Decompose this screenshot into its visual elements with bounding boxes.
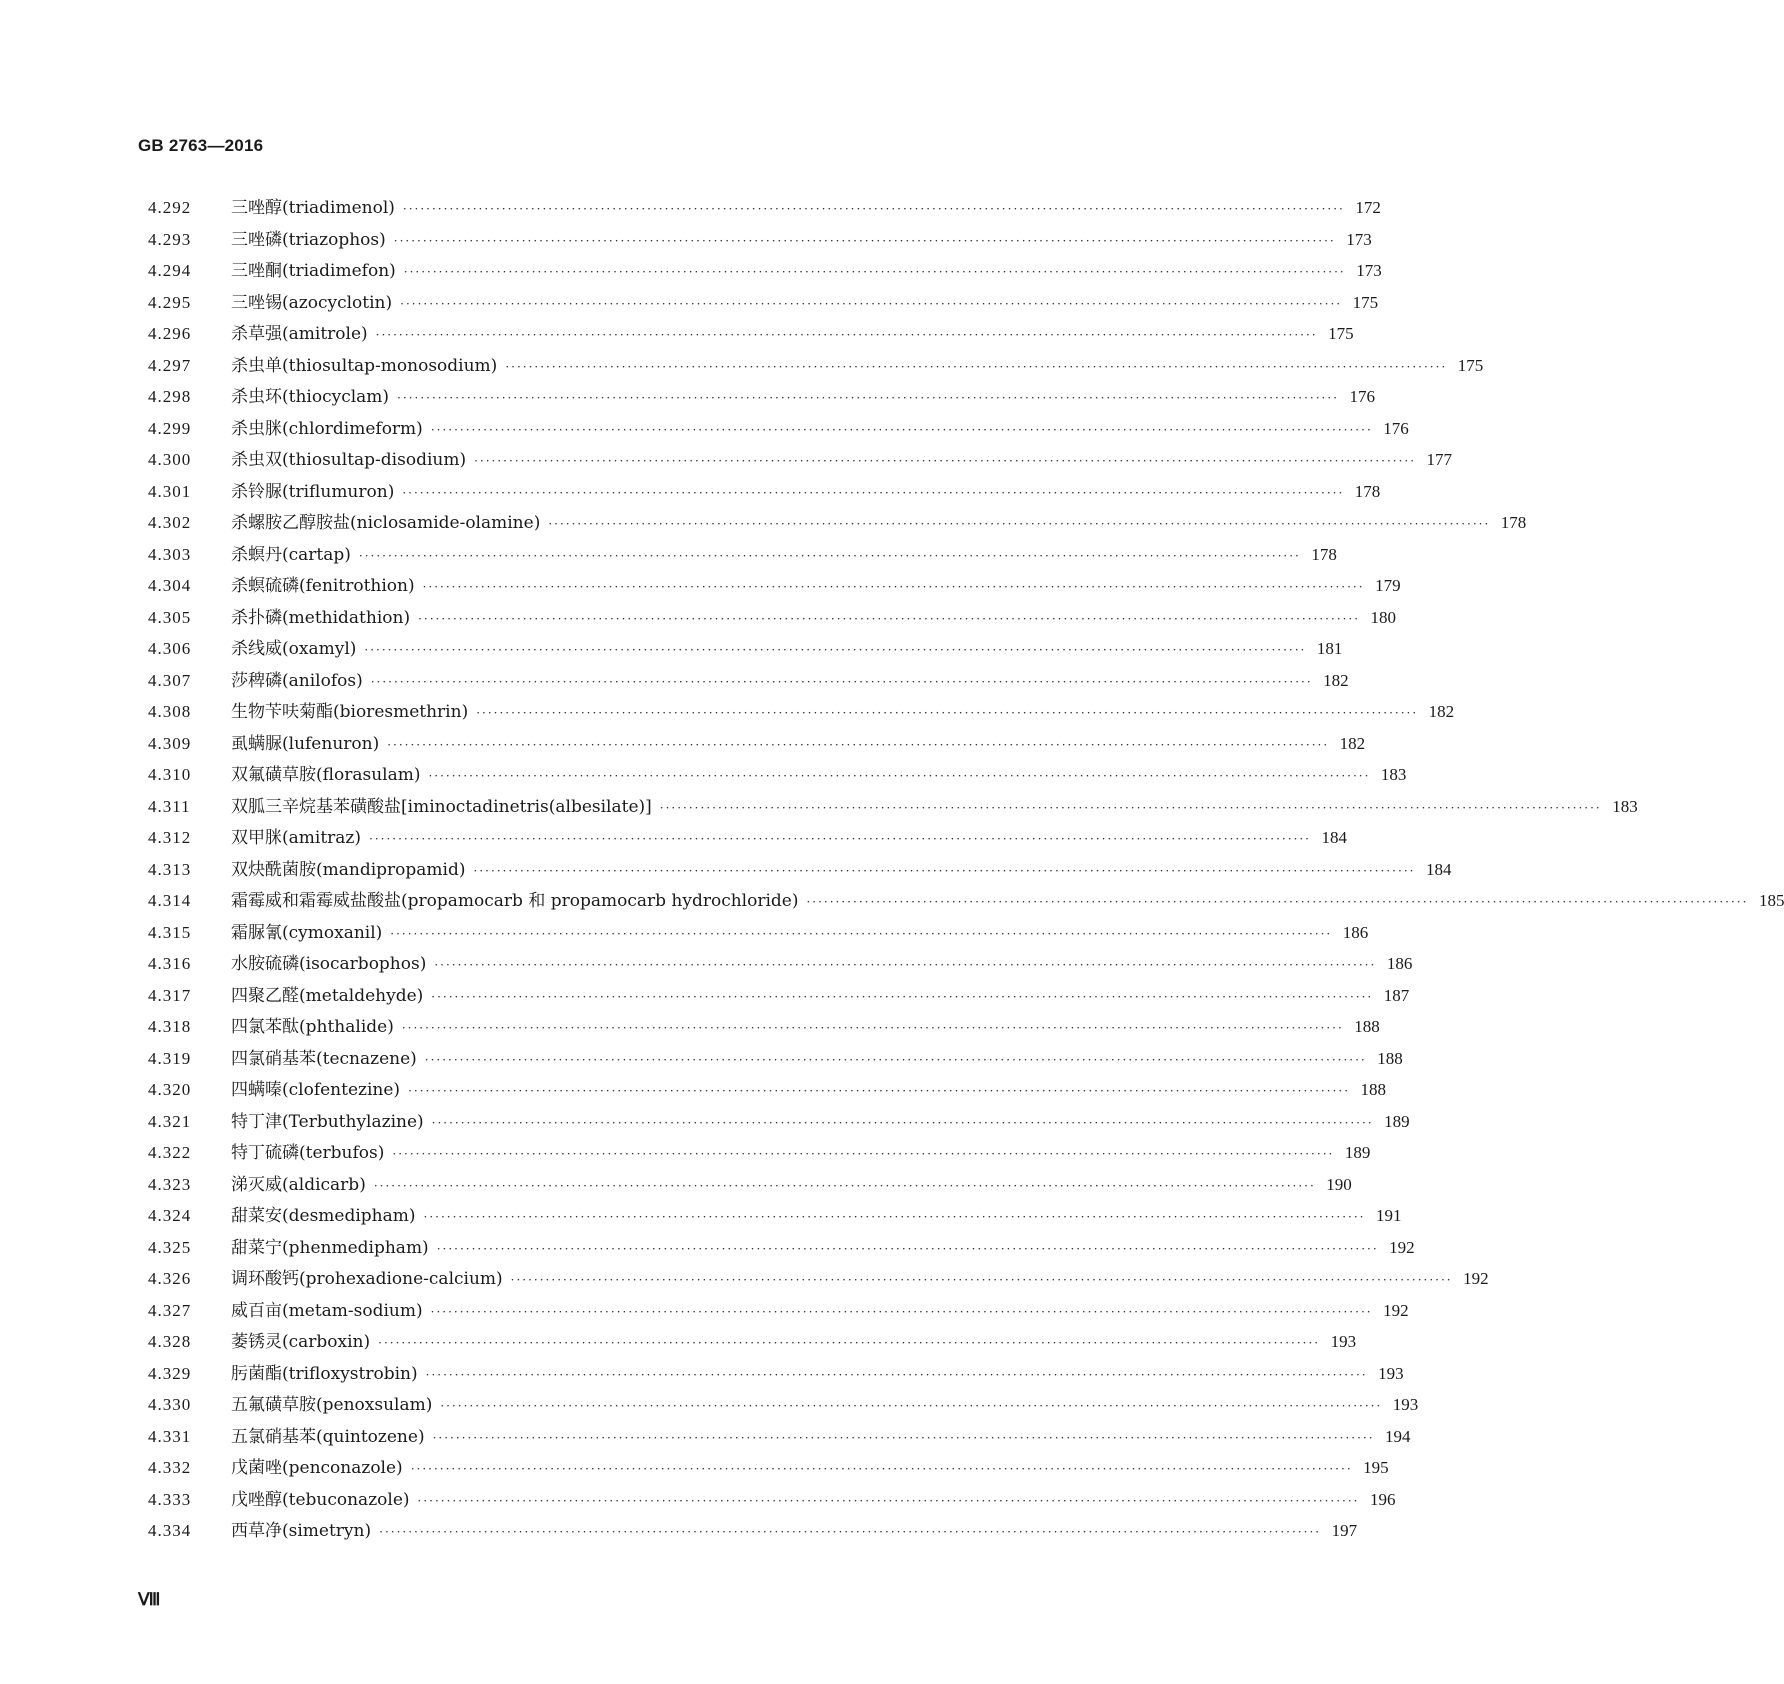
toc-dot-leader <box>428 769 1370 783</box>
toc-entry-page: 186 <box>1342 922 1369 942</box>
toc-entry-page: 193 <box>1392 1395 1419 1414</box>
toc-entry-page: 184 <box>1425 859 1452 879</box>
toc-dot-leader <box>423 580 1365 594</box>
toc-entry-page: 187 <box>1383 985 1410 1005</box>
toc-entry[interactable] <box>148 666 1349 698</box>
toc-entry-title: 杀铃脲(triflumuron) <box>231 481 395 502</box>
toc-dot-leader <box>387 738 1329 752</box>
toc-entry-number: 4.320 <box>148 1080 192 1099</box>
toc-dot-leader <box>408 1084 1350 1098</box>
toc-entry-number: 4.317 <box>148 985 192 1005</box>
toc-dot-leader <box>434 958 1376 972</box>
toc-entry-page: 177 <box>1426 450 1453 469</box>
toc-entry[interactable] <box>148 1044 1403 1076</box>
toc-dot-leader <box>418 1494 1360 1508</box>
toc-entry-title: 五氟磺草胺(penoxsulam) <box>231 1395 433 1415</box>
toc-entry-page: 175 <box>1352 292 1379 312</box>
toc-dot-leader <box>411 1462 1353 1476</box>
toc-entry-page: 194 <box>1385 1426 1411 1446</box>
toc-dot-leader <box>392 1147 1334 1161</box>
toc-entry[interactable] <box>148 823 1347 855</box>
toc-dot-leader <box>440 1399 1382 1413</box>
toc-entry-number: 4.322 <box>148 1143 192 1162</box>
toc-entry-number: 4.331 <box>148 1426 192 1446</box>
toc-entry-number: 4.301 <box>148 481 192 501</box>
toc-entry-number: 4.316 <box>148 954 192 973</box>
toc-entry-number: 4.294 <box>148 261 192 280</box>
toc-dot-leader <box>402 1021 1344 1035</box>
toc-entry[interactable] <box>148 256 1382 288</box>
toc-entry-number: 4.299 <box>148 418 192 438</box>
toc-entry[interactable] <box>148 949 1413 981</box>
toc-entry-title: 特丁硫磷(terbufos) <box>231 1143 385 1163</box>
toc-entry-title: 杀草强(amitrole) <box>231 324 368 344</box>
toc-entry-title: 杀虫双(thiosultap-disodium) <box>231 450 467 470</box>
toc-entry[interactable] <box>148 1201 1402 1233</box>
toc-entry[interactable] <box>148 1359 1404 1391</box>
toc-dot-leader <box>379 1525 1321 1539</box>
toc-entry-page: 178 <box>1354 481 1381 501</box>
toc-dot-leader <box>476 706 1418 720</box>
toc-entry[interactable] <box>148 477 1381 509</box>
toc-entry-page: 188 <box>1377 1048 1403 1068</box>
document-code: GB 2763—2016 <box>138 136 264 155</box>
toc-entry-page: 190 <box>1326 1174 1352 1194</box>
toc-entry-number: 4.306 <box>148 639 192 658</box>
toc-dot-leader <box>431 1305 1373 1319</box>
toc-entry-title: 双胍三辛烷基苯磺酸盐[iminoctadinetris(albesilate)] <box>231 796 652 817</box>
toc-entry-number: 4.315 <box>148 922 192 942</box>
toc-entry-page: 176 <box>1383 418 1409 438</box>
toc-entry-title: 四螨嗪(clofentezine) <box>231 1080 401 1100</box>
toc-entry-number: 4.293 <box>148 229 192 249</box>
toc-entry-title: 三唑磷(triazophos) <box>231 229 386 250</box>
toc-entry-number: 4.323 <box>148 1174 192 1194</box>
toc-entry[interactable] <box>148 1170 1352 1202</box>
toc-entry[interactable] <box>148 193 1381 225</box>
toc-entry-title: 双炔酰菌胺(mandipropamid) <box>231 859 466 880</box>
toc-entry[interactable] <box>148 414 1409 446</box>
toc-entry-number: 4.302 <box>148 513 192 532</box>
toc-dot-leader <box>376 328 1318 342</box>
toc-entry[interactable] <box>148 225 1372 257</box>
toc-entry-title: 杀扑磷(methidathion) <box>231 607 411 628</box>
toc-entry[interactable] <box>148 540 1337 572</box>
toc-entry[interactable] <box>148 445 1453 477</box>
toc-entry-page: 189 <box>1384 1111 1410 1131</box>
toc-entry-title: 三唑醇(triadimenol) <box>231 198 395 218</box>
toc-entry-page: 176 <box>1349 387 1376 406</box>
toc-dot-leader <box>374 1179 1316 1193</box>
toc-dot-leader <box>402 486 1344 500</box>
toc-entry-page: 172 <box>1355 198 1381 217</box>
toc-entry-page: 193 <box>1330 1332 1357 1351</box>
toc-dot-leader <box>505 360 1447 374</box>
toc-entry-number: 4.300 <box>148 450 192 469</box>
toc-entry-title: 戊唑醇(tebuconazole) <box>231 1489 410 1510</box>
toc-entry-page: 197 <box>1331 1521 1358 1540</box>
toc-entry-number: 4.305 <box>148 607 192 627</box>
toc-entry-title: 调环酸钙(prohexadione-calcium) <box>231 1269 503 1289</box>
toc-dot-leader <box>425 1053 1367 1067</box>
toc-entry-number: 4.329 <box>148 1363 192 1383</box>
toc-entry[interactable] <box>148 351 1484 383</box>
toc-dot-leader <box>400 297 1342 311</box>
toc-entry-title: 杀虫脒(chlordimeform) <box>231 418 423 439</box>
toc-dot-leader <box>433 1431 1375 1445</box>
toc-entry-number: 4.298 <box>148 387 192 406</box>
toc-dot-leader <box>418 612 1360 626</box>
toc-entry-title: 三唑酮(triadimefon) <box>231 261 396 281</box>
toc-dot-leader <box>426 1368 1368 1382</box>
toc-entry-page: 178 <box>1500 513 1527 532</box>
toc-entry-number: 4.310 <box>148 765 192 784</box>
toc-entry[interactable] <box>148 1390 1419 1422</box>
toc-entry-page: 182 <box>1339 733 1366 753</box>
toc-entry[interactable] <box>148 634 1343 666</box>
toc-dot-leader <box>431 990 1373 1004</box>
toc-entry[interactable] <box>148 1485 1396 1517</box>
toc-entry-number: 4.296 <box>148 324 192 343</box>
toc-entry-title: 戊菌唑(penconazole) <box>231 1458 403 1478</box>
toc-dot-leader <box>437 1242 1379 1256</box>
toc-entry-title: 莎稗磷(anilofos) <box>231 670 363 691</box>
toc-entry-page: 189 <box>1344 1143 1371 1162</box>
toc-entry-number: 4.311 <box>148 796 191 816</box>
toc-entry[interactable] <box>148 1012 1380 1044</box>
toc-dot-leader <box>397 391 1339 405</box>
toc-entry-number: 4.325 <box>148 1237 192 1257</box>
toc-entry-page: 192 <box>1463 1269 1489 1288</box>
toc-entry-title: 生物苄呋菊酯(bioresmethrin) <box>231 702 469 722</box>
toc-entry[interactable] <box>148 1453 1389 1485</box>
page-number: Ⅷ <box>138 1590 161 1609</box>
toc-entry-number: 4.307 <box>148 670 192 690</box>
toc-entry-page: 192 <box>1383 1300 1409 1320</box>
toc-dot-leader <box>364 643 1306 657</box>
toc-entry-number: 4.292 <box>148 198 192 217</box>
toc-entry[interactable] <box>148 382 1376 414</box>
toc-dot-leader <box>424 1210 1366 1224</box>
toc-entry-title: 霜霉威和霜霉威盐酸盐(propamocarb 和 propamocarb hydrochloride) <box>231 891 799 911</box>
toc-entry[interactable] <box>148 1422 1411 1454</box>
toc-entry-title: 双氟磺草胺(florasulam) <box>231 765 421 785</box>
toc-entry-number: 4.308 <box>148 702 192 721</box>
toc-entry-number: 4.295 <box>148 292 192 312</box>
toc-entry-number: 4.324 <box>148 1206 192 1225</box>
toc-entry-title: 三唑锡(azocyclotin) <box>231 292 393 313</box>
toc-entry-title: 四氯苯酞(phthalide) <box>231 1017 394 1037</box>
toc-entry[interactable] <box>148 1107 1410 1139</box>
toc-entry[interactable] <box>148 792 1638 824</box>
toc-entry-page: 188 <box>1354 1017 1380 1036</box>
toc-entry-page: 173 <box>1356 261 1382 280</box>
toc-entry-title: 甜菜宁(phenmedipham) <box>231 1237 429 1258</box>
toc-entry-title: 威百亩(metam-sodium) <box>231 1300 423 1321</box>
toc-entry-number: 4.332 <box>148 1458 192 1477</box>
toc-dot-leader <box>548 517 1490 531</box>
toc-entry-number: 4.326 <box>148 1269 192 1288</box>
toc-entry-page: 183 <box>1612 796 1638 816</box>
toc-entry-title: 萎锈灵(carboxin) <box>231 1332 371 1352</box>
toc-entry[interactable] <box>148 697 1455 729</box>
toc-entry[interactable] <box>148 1327 1357 1359</box>
toc-dot-leader <box>378 1336 1320 1350</box>
toc-entry-title: 双甲脒(amitraz) <box>231 828 362 848</box>
toc-entry-title: 杀螺胺乙醇胺盐(niclosamide-olamine) <box>231 513 541 533</box>
toc-dot-leader <box>369 832 1311 846</box>
toc-dot-leader <box>403 202 1345 216</box>
toc-entry[interactable] <box>148 508 1527 540</box>
toc-entry[interactable] <box>148 319 1354 351</box>
toc-entry-page: 182 <box>1323 670 1349 690</box>
toc-entry-title: 特丁津(Terbuthylazine) <box>231 1111 424 1132</box>
toc-dot-leader <box>660 801 1602 815</box>
toc-dot-leader <box>474 864 1416 878</box>
toc-entry-page: 186 <box>1386 954 1413 973</box>
toc-entry-page: 180 <box>1370 607 1397 627</box>
toc-entry-page: 178 <box>1311 544 1337 564</box>
toc-entry-page: 188 <box>1360 1080 1387 1099</box>
toc-entry[interactable] <box>148 288 1379 320</box>
toc-entry-page: 191 <box>1375 1206 1402 1225</box>
toc-entry[interactable] <box>148 571 1401 603</box>
toc-entry-title: 杀螟丹(cartap) <box>231 544 351 565</box>
toc-entry-number: 4.303 <box>148 544 192 564</box>
toc-entry-page: 182 <box>1428 702 1455 721</box>
toc-entry[interactable] <box>148 886 1784 918</box>
toc-entry-page: 192 <box>1389 1237 1415 1257</box>
toc-entry-title: 杀虫环(thiocyclam) <box>231 387 390 407</box>
toc-dot-leader <box>359 549 1301 563</box>
toc-entry-title: 杀螟硫磷(fenitrothion) <box>231 576 415 596</box>
toc-entry-number: 4.309 <box>148 733 192 753</box>
toc-entry-number: 4.333 <box>148 1489 192 1509</box>
toc-entry-page: 175 <box>1457 355 1484 375</box>
toc-entry-number: 4.312 <box>148 828 192 847</box>
toc-entry[interactable] <box>148 1264 1489 1296</box>
toc-entry-number: 4.321 <box>148 1111 192 1131</box>
toc-dot-leader <box>394 234 1336 248</box>
toc-entry-number: 4.327 <box>148 1300 192 1320</box>
toc-entry-number: 4.334 <box>148 1521 192 1540</box>
toc-entry-page: 184 <box>1321 828 1347 847</box>
toc-entry-number: 4.330 <box>148 1395 192 1414</box>
toc-dot-leader <box>432 1116 1374 1130</box>
toc-entry[interactable] <box>148 1516 1358 1548</box>
toc-dot-leader <box>806 895 1748 909</box>
toc-entry[interactable] <box>148 1233 1415 1265</box>
toc-entry[interactable] <box>148 729 1366 761</box>
toc-entry-title: 肟菌酯(trifloxystrobin) <box>231 1363 418 1384</box>
toc-dot-leader <box>390 927 1332 941</box>
toc-entry[interactable] <box>148 1138 1371 1170</box>
toc-entry-title: 杀虫单(thiosultap-monosodium) <box>231 355 498 376</box>
toc-dot-leader <box>431 423 1373 437</box>
toc-entry-title: 四氯硝基苯(tecnazene) <box>231 1048 417 1069</box>
toc-entry-title: 西草净(simetryn) <box>231 1521 372 1541</box>
toc-entry-number: 4.314 <box>148 891 192 910</box>
toc-entry[interactable] <box>148 855 1452 887</box>
toc-entry-number: 4.319 <box>148 1048 192 1068</box>
toc-dot-leader <box>404 265 1346 279</box>
toc-entry[interactable] <box>148 918 1369 950</box>
toc-entry-title: 虱螨脲(lufenuron) <box>231 733 380 754</box>
toc-entry-number: 4.304 <box>148 576 192 595</box>
toc-entry-title: 水胺硫磷(isocarbophos) <box>231 954 427 974</box>
toc-entry-page: 179 <box>1375 576 1401 595</box>
toc-entry[interactable] <box>148 981 1410 1013</box>
toc-entry-page: 173 <box>1346 229 1372 249</box>
toc-entry-title: 甜菜安(desmedipham) <box>231 1206 416 1226</box>
toc-entry-page: 193 <box>1378 1363 1404 1383</box>
toc-entry-number: 4.313 <box>148 859 192 879</box>
toc-entry-page: 183 <box>1380 765 1407 784</box>
toc-entry-number: 4.328 <box>148 1332 192 1351</box>
toc-entry-title: 五氯硝基苯(quintozene) <box>231 1426 425 1447</box>
toc-entry[interactable] <box>148 603 1397 635</box>
toc-dot-leader <box>371 675 1313 689</box>
toc-entry-title: 涕灭威(aldicarb) <box>231 1174 366 1195</box>
toc-dot-leader <box>511 1273 1453 1287</box>
toc-entry-page: 175 <box>1328 324 1354 343</box>
toc-entry-title: 杀线威(oxamyl) <box>231 639 357 659</box>
toc-entry[interactable] <box>148 1296 1409 1328</box>
toc-entry-page: 181 <box>1316 639 1343 658</box>
toc-entry-page: 185 <box>1758 891 1784 910</box>
toc-entry[interactable] <box>148 1075 1387 1107</box>
table-of-contents <box>148 193 1784 1548</box>
toc-entry-number: 4.318 <box>148 1017 192 1036</box>
toc-entry-number: 4.297 <box>148 355 192 375</box>
toc-entry-page: 195 <box>1363 1458 1389 1477</box>
toc-entry[interactable] <box>148 760 1407 792</box>
toc-entry-title: 霜脲氰(cymoxanil) <box>231 922 383 943</box>
toc-entry-title: 四聚乙醛(metaldehyde) <box>231 985 424 1006</box>
toc-entry-page: 196 <box>1369 1489 1396 1509</box>
toc-dot-leader <box>474 454 1416 468</box>
